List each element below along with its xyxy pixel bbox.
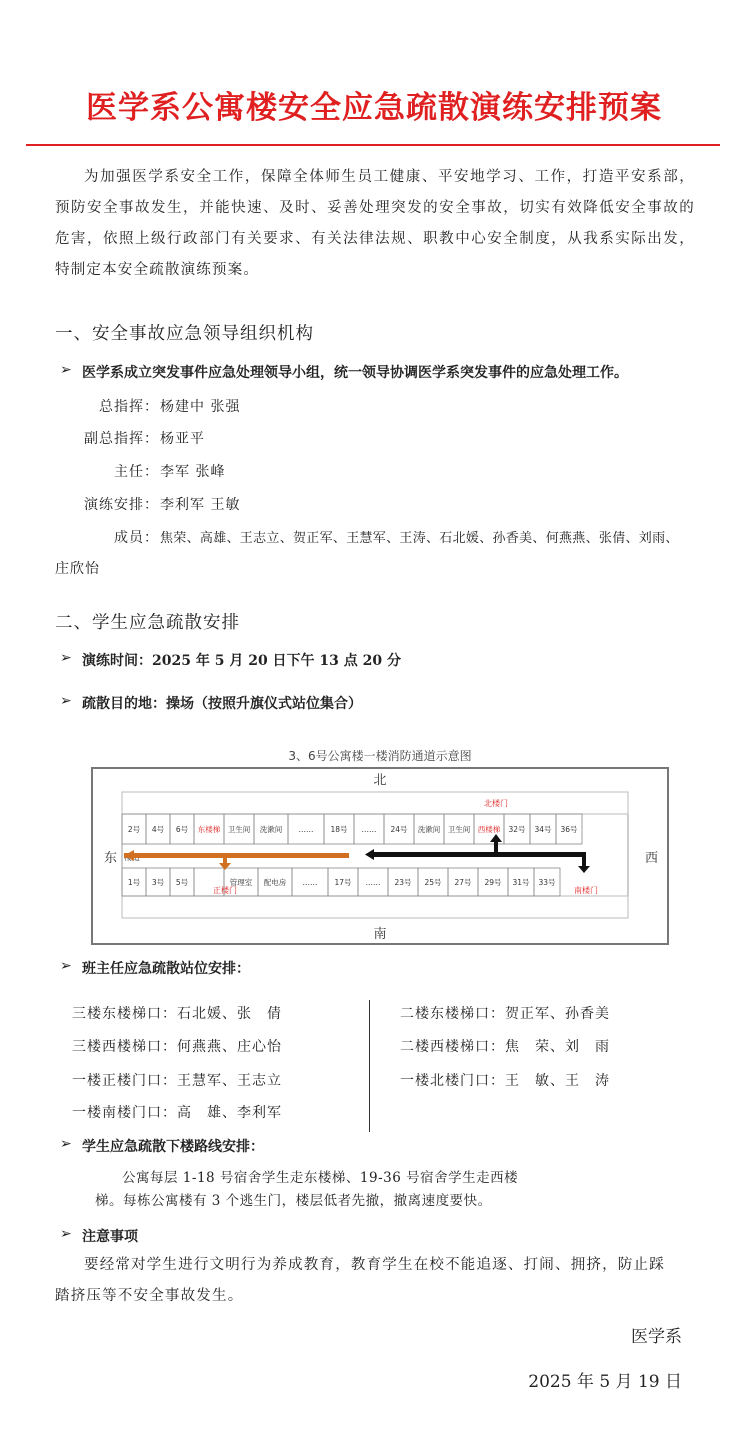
north-door-label: 北楼门 [484,799,508,808]
room-label: 卫生间 [447,825,471,834]
destination-text: 疏散目的地：操场（按照升旗仪式站位集合） [82,696,362,712]
members-line-2: 庄欣怡 [55,561,100,577]
compass-east: 东 [104,851,118,866]
drill-time-bullet [60,650,401,670]
room-label: 32号 [508,825,526,834]
station-item: 一楼正楼门口：王慧军、王志立 [72,1073,282,1089]
role-value: 李军 张峰 [160,464,226,480]
room-label: 33号 [538,878,556,887]
room-label: 配电房 [263,878,287,887]
room-label: 34号 [534,825,552,834]
intro-paragraph: 为加强医学系安全工作，保障全体师生员工健康、平安地学习、工作，打造平安系部，预防安全事故发生，并能快速、及时、妥善处理突发的安全事故，切实有效降低安全事故的危害，依照上级行政部门有关要求、有关法律法规、职教中心安全制度，从我系实际出发，特制定本安全疏散演练预案。 [55,169,695,278]
station-heading-bullet [60,958,250,978]
role-label: 演练安排： [84,497,159,513]
room-label: 29号 [484,878,502,887]
south-door-arrow-icon [578,866,590,873]
route-heading-bullet [60,1136,264,1156]
evacuation-floor-plan [90,740,670,950]
route-heading: 学生应急疏散下楼路线安排： [82,1139,264,1155]
room-label: 31号 [512,878,530,887]
document-title: 医学系公寓楼安全应急疏散演练安排预案 [86,90,662,126]
room-label: 24号 [390,825,408,834]
station-item: 一楼南楼门口：高 雄、李利军 [72,1105,282,1121]
section-1-bullet-text: 医学系成立突发事件应急处理领导小组，统一领导协调医学系突发事件的应急处理工作。 [82,365,628,381]
notes-heading-bullet [60,1226,138,1246]
section-2-heading: 二、学生应急疏散安排 [55,613,240,633]
role-label: 主任： [114,464,159,480]
section-1-bullet [60,362,628,382]
room-label: …… [298,825,314,834]
station-item: 三楼西楼梯口：何燕燕、庄心怡 [72,1039,282,1055]
bullet-arrow-icon: ➢ [60,693,72,709]
south-door-label: 南楼门 [574,886,598,895]
room-label: …… [302,878,318,887]
room-label: 6号 [175,825,189,834]
room-label: 18号 [330,825,348,834]
role-value: 杨亚平 [160,431,205,447]
station-item: 三楼东楼梯口：石北媛、张 倩 [72,1006,282,1022]
room-label: 27号 [454,878,472,887]
room-label: 西楼梯 [477,825,501,834]
main-door-arrow-icon [219,863,231,870]
station-column-divider [369,1000,370,1132]
room-label: …… [365,878,381,887]
room-label: 2号 [127,825,141,834]
west-route-arrow [370,852,584,857]
room-label: 3号 [151,878,165,887]
signature: 医学系 [631,1327,682,1347]
top-room-row [122,814,582,844]
compass-north: 北 [373,773,387,788]
room-label: 东楼梯 [197,825,221,834]
station-item: 二楼西楼梯口：焦 荣、刘 雨 [400,1039,610,1055]
main-door-label: 正楼门 [213,886,237,895]
room-label: …… [361,825,377,834]
title-divider [26,144,720,146]
room-label: 1号 [127,878,141,887]
room-label: 洗漱间 [259,825,283,834]
role-label: 总指挥： [99,399,159,415]
bullet-arrow-icon: ➢ [60,958,72,974]
room-label: 36号 [560,825,578,834]
bullet-arrow-icon: ➢ [60,1136,72,1152]
east-route-arrow [124,853,349,858]
destination-bullet [60,693,362,713]
diagram-title: 3、6号公寓楼一楼消防通道示意图 [288,749,472,763]
route-line-2: 梯。每栋公寓楼有 3 个逃生门，楼层低者先撤，撤离速度要快。 [95,1193,492,1209]
bullet-arrow-icon: ➢ [60,650,72,666]
room-label: 5号 [175,878,189,887]
room-label: 4号 [151,825,165,834]
room-label: 25号 [424,878,442,887]
compass-south: 南 [373,927,387,942]
bullet-arrow-icon: ➢ [60,1226,72,1242]
role-value: 李利军 王敏 [160,497,241,513]
role-value: 杨建中 张强 [160,399,241,415]
room-label: 洗漱间 [417,825,441,834]
drill-time-text: 演练时间：2025 年 5 月 20 日下午 13 点 20 分 [82,653,402,669]
station-item: 一楼北楼门口：王 敏、王 涛 [400,1073,610,1089]
bullet-arrow-icon: ➢ [60,362,72,378]
station-heading: 班主任应急疏散站位安排： [82,961,250,977]
room-label: 23号 [394,878,412,887]
document-date: 2025 年 5 月 19 日 [528,1372,682,1392]
station-item: 二楼东楼梯口：贺正军、孙香美 [400,1006,610,1022]
compass-west: 西 [645,851,659,866]
room-label: 卫生间 [227,825,251,834]
bottom-room-row [122,868,560,896]
members-line-1: 焦荣、高雄、王志立、贺正军、王慧军、王涛、石北媛、孙香美、何燕燕、张倩、刘雨、 [160,531,679,546]
members-label: 成员： [114,530,159,546]
route-line-1: 公寓每层 1-18 号宿舍学生走东楼梯、19-36 号宿舍学生走西楼 [122,1170,519,1186]
north-door-arrow-icon [490,834,502,842]
room-label: 17号 [334,878,352,887]
role-label: 副总指挥： [84,431,159,447]
section-1-heading: 一、安全事故应急领导组织机构 [55,324,314,344]
room-label: 管理室 [229,878,253,887]
notes-paragraph: 要经常对学生进行文明行为养成教育，教育学生在校不能追逐、打闹、拥挤，防止踩踏挤压等不安全事故发生。 [55,1257,665,1304]
notes-heading: 注意事项 [82,1229,138,1245]
